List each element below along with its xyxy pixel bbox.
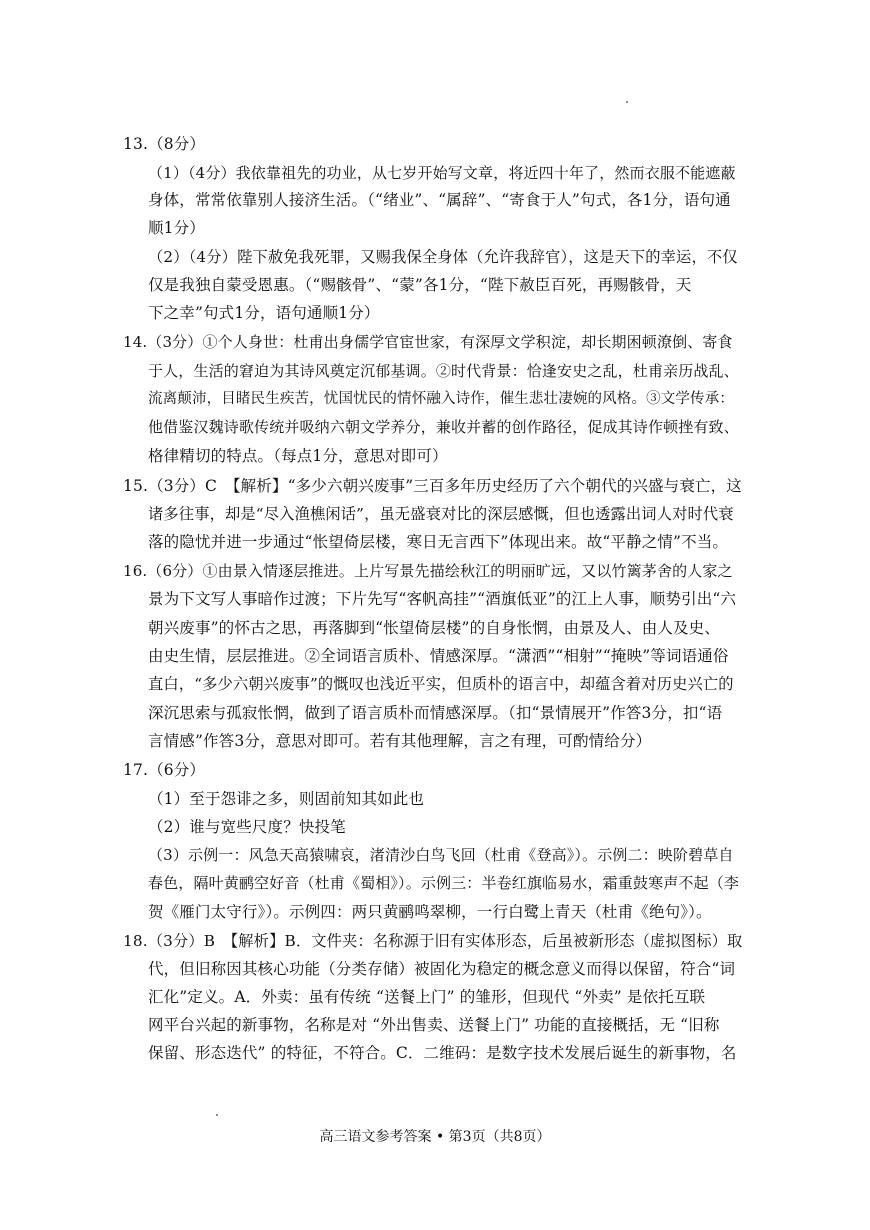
answer-line: 汇化”定义。A．外卖：虽有传统 “送餐上门” 的雏形，但现代 “外卖” 是依托互联 — [148, 988, 706, 1006]
answer-line: 身体，常常依靠别人接济生活。（“绪业”、“属辞”、“寄食于人”句式，各1分，语句通 — [148, 191, 731, 209]
answer-line: 诸多往事，却是“尽入渔樵闲话”，虽无盛衰对比的深层感慨，但也透露出词人对时代衰 — [148, 505, 734, 523]
answer-line: 网平台兴起的新事物，名称是对 “外出售卖、送餐上门” 功能的直接概括，无 “旧称 — [148, 1016, 720, 1034]
answer-line: （1）（4分）我依靠祖先的功业，从七岁开始写文章，将近四十年了，然而衣服不能遮蔽 — [148, 164, 736, 182]
answer-line: 落的隐忧并进一步通过“怅望倚层楼，寒日无言西下”体现出来。故“平静之情”不当。 — [148, 533, 729, 551]
question-14-answer: 14.（3分）①个人身世：杜甫出身儒学官宦世家，有深厚文学积淀，却长期困顿潦倒、寄食 — [123, 333, 733, 351]
answer-line: 春色，隔叶黄鹂空好音（杜甫《蜀相》）。示例三：半卷红旗临易水，霜重鼓寒声不起（李 — [148, 874, 740, 892]
answer-line: （1）至于怨诽之多，则固前知其如此也 — [148, 790, 425, 808]
answer-line: 景为下文写人事暗作过渡；下片先写“客帆高挂”“酒旗低亚”的江上人事，顺势引出“六 — [148, 590, 737, 608]
question-18-answer: 18.（3分）B 【解析】B．文件夹：名称源于旧有实体形态，后虽被新形态（虚拟图标）取 — [123, 932, 743, 950]
answer-line: （3）示例一：风急天高猿啸哀，渚清沙白鸟飞回（杜甫《登高》）。示例二：映阶碧草自 — [148, 846, 734, 864]
answer-line: 朝兴废事”的怀古之思，再落脚到“怅望倚层楼”的自身怅惘，由景及人、由人及史、 — [148, 619, 720, 637]
answer-line: （2）谁与宽些尺度？快投笔 — [148, 818, 346, 836]
answer-line: 流离颠沛，目睹民生疾苦，忧国忧民的情怀融入诗作，催生悲壮凄婉的风格。③文学传承： — [148, 391, 734, 407]
answer-line: （2）（4分）陛下赦免我死罪，又赐我保全身体（允许我辞官），这是天下的幸运，不仅 — [148, 248, 738, 266]
answer-line: 他借鉴汉魏诗歌传统并吸纳六朝文学养分，兼收并蓄的创作路径，促成其诗作顿挫有致、 — [148, 418, 739, 436]
answer-line: 仅是我独自蒙受恩惠。（“赐骸骨”、“蒙”各1分，“陛下赦臣百死，再赐骸骨，天 — [148, 276, 692, 294]
answer-line: 言情感”作答3分，意思对即可。若有其他理解，言之有理，可酌情给分） — [148, 732, 652, 750]
answer-line: 于人，生活的窘迫为其诗风奠定沉郁基调。②时代背景：恰逢安史之乱，杜甫亲历战乱、 — [148, 362, 739, 380]
question-17-header: 17.（6分） — [123, 761, 206, 779]
question-13-header: 13.（8分） — [123, 135, 206, 153]
answer-line: 格律精切的特点。（每点1分，意思对即可） — [148, 447, 448, 465]
question-16-answer: 16.（6分）①由景入情逐层推进。上片写景先描绘秋江的明丽旷远，又以竹篱茅舍的人家之 — [123, 562, 733, 580]
answer-line: 深沉思索与孤寂怅惘，做到了语言质朴而情感深厚。（扣“景情展开”作答3分，扣“语 — [148, 704, 723, 722]
answer-line: 直白，“多少六朝兴废事”的慨叹也浅近平实，但质朴的语言中，却蕴含着对历史兴亡的 — [148, 675, 734, 693]
answer-line: 保留、形态迭代” 的特征，不符合。C．二维码：是数字技术发展后诞生的新事物，名 — [148, 1044, 737, 1062]
answer-line: 代，但旧称因其核心功能（分类存储）被固化为稳定的概念意义而得以保留，符合“词 — [148, 960, 736, 978]
answer-line: 下之幸”句式1分，语句通顺1分） — [148, 304, 380, 322]
question-15-answer: 15.（3分）C 【解析】“多少六朝兴废事”三百多年历史经历了六个朝代的兴盛与衰亡，这 — [123, 477, 742, 495]
scan-speck — [216, 1114, 218, 1116]
answer-line: 顺1分） — [148, 219, 205, 237]
page-footer: 高三语文参考答案 • 第3页（共8页） — [319, 1129, 551, 1145]
answer-line: 由史生情，层层推进。②全词语言质朴、情感深厚。“潇洒”“相射”“掩映”等词语通俗 — [148, 647, 729, 665]
scan-speck — [626, 101, 628, 103]
answer-line: 贺《雁门太守行》）。示例四：两只黄鹂鸣翠柳，一行白鹭上青天（杜甫《绝句》）。 — [148, 903, 712, 921]
